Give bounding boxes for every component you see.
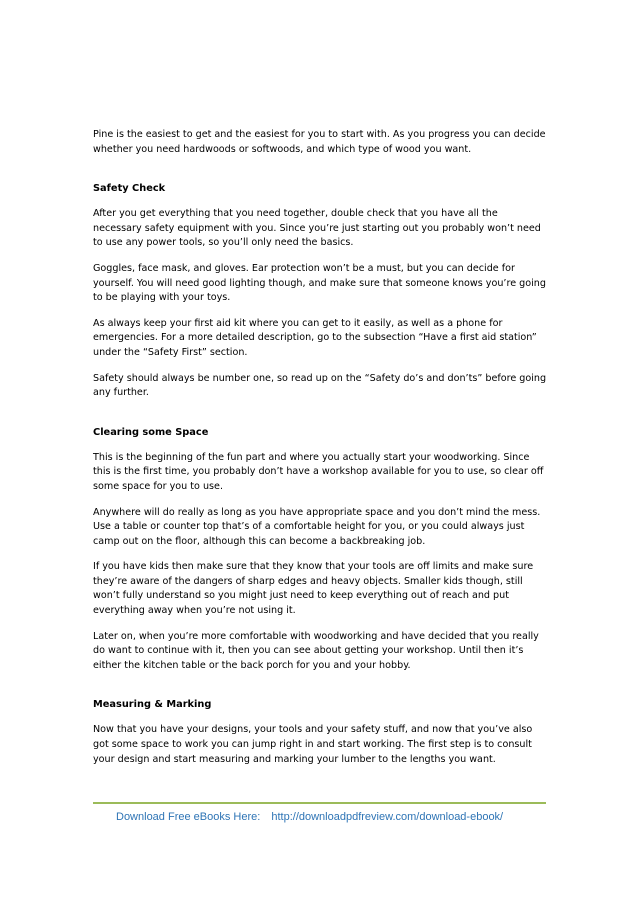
body-paragraph: This is the beginning of the fun part and where you actually start your woodworking. Since this is the first time, you probably don’t have a workshop available for you to use, so clear off some space for you to use.	[93, 451, 544, 492]
section-heading-clearing-space: Clearing some Space	[93, 426, 209, 438]
footer-download-link[interactable]: http://downloadpdfreview.com/download-ebook/	[271, 811, 504, 823]
body-paragraph: After you get everything that you need together, double check that you have all the necessary safety equipment with you. Since you’re just starting out you probably won’t need to use any power tools, so you’ll only need the basics.	[93, 208, 541, 249]
body-paragraph: Safety should always be number one, so read up on the “Safety do’s and don’ts” before going any further.	[93, 372, 547, 399]
body-paragraph: As always keep your first aid kit where you can get to it easily, as well as a phone for emergencies. For a more detailed description, go to the subsection “Have a first aid station” under the “Safety First” section.	[93, 317, 537, 358]
page-body	[93, 128, 549, 778]
body-paragraph: Later on, when you’re more comfortable with woodworking and have decided that you really do want to continue with it, then you can see about getting your workshop. Until then it’s either the kitchen table or the back porch for you and your hobby.	[93, 630, 539, 671]
footer	[116, 811, 511, 823]
body-paragraph: If you have kids then make sure that they know that your tools are off limits and make sure they’re aware of the dangers of sharp edges and heavy objects. Smaller kids though, still won’t fully understand so you might just need to keep everything out of reach and put everything away when you’re not using it.	[93, 561, 534, 617]
body-paragraph: Anywhere will do really as long as you have appropriate space and you don’t mind the mess. Use a table or counter top that’s of a comfortable height for you, or you could always just camp out on the floor, although this can become a backbreaking job.	[93, 506, 541, 547]
footer-divider	[93, 802, 546, 804]
body-paragraph: Goggles, face mask, and gloves. Ear protection won’t be a must, but you can decide for yourself. You will need good lighting though, and make sure that someone knows you’re going to be playing with your toys.	[93, 262, 546, 304]
section-heading-measuring-marking: Measuring & Marking	[93, 699, 212, 711]
footer-label: Download Free eBooks Here:	[116, 811, 261, 823]
body-paragraph: Now that you have your designs, your tools and your safety stuff, and now that you’ve also got some space to work you can jump right in and start working. The first step is to consult your design and start measuring and marking your lumber to the lengths you want.	[93, 724, 533, 765]
intro-paragraph: Pine is the easiest to get and the easiest for you to start with. As you progress you can decide whether you need hardwoods or softwoods, and which type of wood you want.	[93, 129, 546, 155]
section-heading-safety-check: Safety Check	[93, 183, 166, 195]
